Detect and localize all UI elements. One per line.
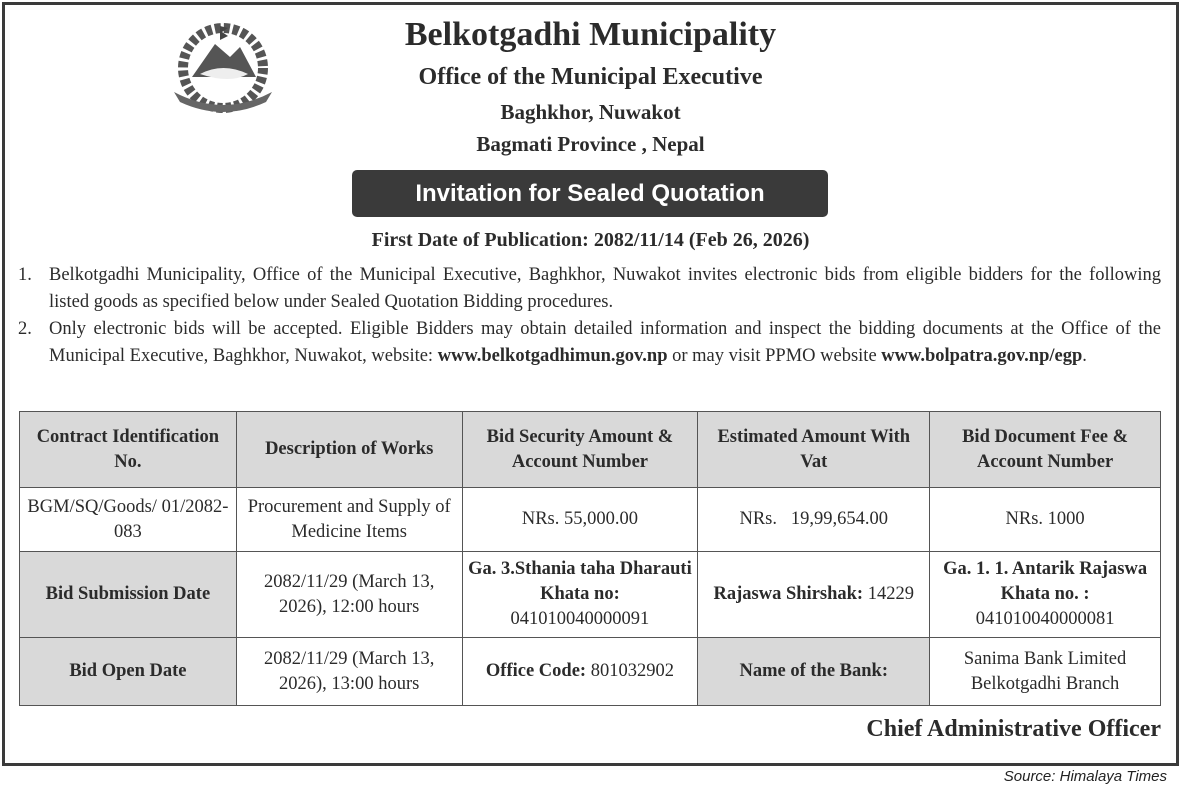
security-account-label: Ga. 3.Sthania taha Dharauti Khata no:	[468, 559, 692, 604]
paragraph-number: 2.	[18, 319, 32, 339]
office-location: Baghkhor, Nuwakot	[500, 100, 681, 124]
source-credit: Source: Himalaya Times	[1003, 768, 1167, 785]
bid-security-amount: NRs. 55,000.00	[462, 488, 698, 552]
paragraph-2	[18, 316, 1161, 370]
submission-date: 2082/11/29 (March 13, 2026), 12:00 hours	[236, 552, 462, 638]
office-code-value: 801032902	[586, 661, 674, 681]
header-cell: Bid Document Fee & Account Number	[930, 412, 1161, 488]
work-description: Procurement and Supply of Medicine Items	[236, 488, 462, 552]
open-date: 2082/11/29 (March 13, 2026), 13:00 hours	[236, 638, 462, 706]
ppmo-website-link[interactable]: www.bolpatra.gov.np/egp	[881, 346, 1083, 366]
text-segment: or may visit PPMO website	[667, 346, 882, 366]
municipality-title: Belkotgadhi Municipality	[404, 16, 777, 53]
publication-date: First Date of Publication: 2082/11/14 (Feb 26, 2026)	[371, 229, 810, 251]
paragraph-text: Belkotgadhi Municipality, Office of the Municipal Executive, Baghkhor, Nuwakot invites electronic bids from eligible bidders for the following listed goods as specified below under Sealed Quotation Bidding procedures.	[49, 265, 1161, 312]
table-row	[20, 552, 1161, 638]
paragraph-1	[18, 262, 1161, 316]
notice-banner: Invitation for Sealed Quotation	[352, 170, 828, 217]
text-segment: Only electronic bids will be accepted. Eligible Bidders may obtain detailed information and inspect the bidding documents at the Office of the Municipal Executive, Baghkhor, Nuwakot, website:	[49, 319, 1161, 366]
bid-document-fee: NRs. 1000	[930, 488, 1161, 552]
header-cell: Estimated Amount With Vat	[698, 412, 930, 488]
table-row	[20, 638, 1161, 706]
rajaswa-shirshak	[698, 552, 930, 638]
row-label: Bid Open Date	[20, 638, 237, 706]
office-code-label: Office Code:	[485, 661, 587, 681]
rajaswa-value: 14229	[863, 584, 914, 604]
row-label: Bid Submission Date	[20, 552, 237, 638]
notice-body	[18, 262, 1161, 370]
office-name: Office of the Municipal Executive	[418, 64, 763, 90]
bid-table	[19, 411, 1161, 706]
header-cell: Contract Identification No.	[20, 412, 237, 488]
signature-title: Chief Administrative Officer	[866, 716, 1161, 742]
fee-account	[930, 552, 1161, 638]
table-row	[20, 488, 1161, 552]
municipality-website-link[interactable]: www.belkotgadhimun.gov.np	[437, 346, 668, 366]
rajaswa-label: Rajaswa Shirshak:	[713, 584, 864, 604]
fee-account-number: 041010040000081	[975, 609, 1115, 629]
table-header-row	[20, 412, 1161, 488]
security-account	[462, 552, 698, 638]
header-cell: Bid Security Amount & Account Number	[462, 412, 698, 488]
contract-id: BGM/SQ/Goods/ 01/2082-083	[20, 488, 237, 552]
security-account-number: 041010040000091	[510, 609, 650, 629]
paragraph-number: 1.	[18, 265, 32, 285]
estimated-amount: NRs. 19,99,654.00	[698, 488, 930, 552]
office-province: Bagmati Province , Nepal	[476, 132, 705, 156]
header-cell: Description of Works	[236, 412, 462, 488]
office-code	[462, 638, 698, 706]
text-segment: .	[1082, 346, 1087, 366]
bank-name: Sanima Bank Limited Belkotgadhi Branch	[930, 638, 1161, 706]
paragraph-text	[49, 316, 1161, 370]
bank-label: Name of the Bank:	[698, 638, 930, 706]
fee-account-label: Ga. 1. 1. Antarik Rajaswa Khata no. :	[943, 559, 1148, 604]
